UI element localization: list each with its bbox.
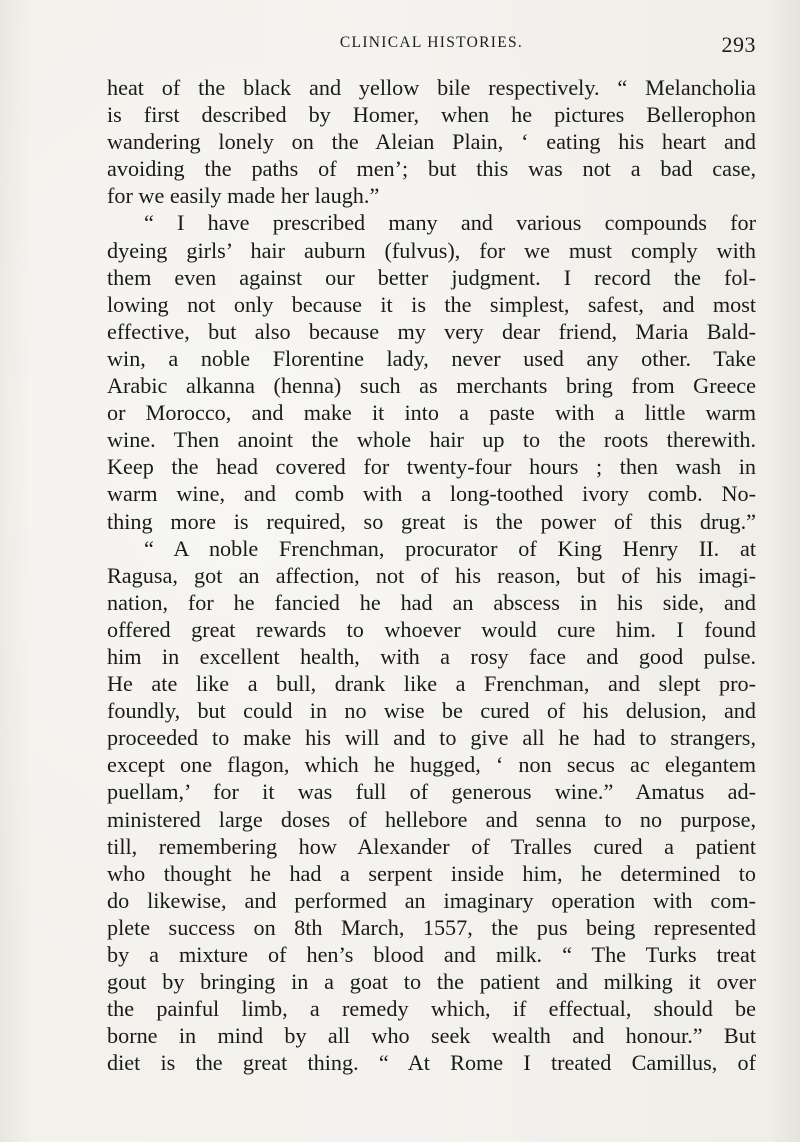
text-line: nation, for he fancied he had an abscess in his side, and: [107, 589, 756, 615]
text-line: the painful limb, a remedy which, if effectual, should be: [107, 996, 756, 1022]
text-line: Ragusa, got an affection, not of his reason, but of his imagi-: [107, 562, 756, 588]
text-line: warm wine, and comb with a long-toothed ivory comb. No-: [107, 481, 756, 507]
text-line: win, a noble Florentine lady, never used any other. Take: [107, 345, 756, 371]
text-line: avoiding the paths of men’; but this was not a bad case,: [107, 156, 756, 182]
text-line: gout by bringing in a goat to the patient and milking it over: [107, 969, 756, 995]
text-line: by a mixture of hen’s blood and milk. “ The Turks treat: [107, 942, 756, 967]
text-line: Arabic alkanna (henna) such as merchants bring from Greece: [107, 373, 756, 399]
body-text: [107, 74, 756, 1076]
text-line: “ I have prescribed many and various compounds for: [144, 210, 756, 236]
text-line: do likewise, and performed an imaginary operation with com-: [107, 887, 756, 913]
text-line: puellam,’ for it was full of generous wine.” Amatus ad-: [107, 779, 756, 805]
text-line: him in excellent health, with a rosy face and good pulse.: [107, 643, 756, 669]
text-line: ministered large doses of hellebore and senna to no purpose,: [107, 806, 756, 832]
text-line: thing more is required, so great is the power of this drug.”: [107, 508, 756, 534]
text-line: lowing not only because it is the simplest, safest, and most: [107, 291, 756, 317]
text-line: effective, but also because my very dear friend, Maria Bald-: [107, 318, 756, 344]
text-line: for we easily made her laugh.”: [107, 183, 380, 209]
text-line: or Morocco, and make it into a paste with a little warm: [107, 400, 756, 426]
text-line: diet is the great thing. “ At Rome I treated Camillus, of: [107, 1050, 756, 1076]
text-line: offered great rewards to whoever would cure him. I found: [107, 616, 756, 642]
text-line: He ate like a bull, drank like a Frenchman, and slept pro-: [107, 671, 756, 697]
running-head: [107, 31, 756, 61]
text-line: them even against our better judgment. I record the fol-: [107, 264, 756, 290]
text-line: proceeded to make his will and to give all he had to strangers,: [107, 725, 756, 751]
text-line: who thought he had a serpent inside him, he determined to: [107, 860, 756, 886]
text-line: heat of the black and yellow bile respectively. “ Melancholia: [107, 75, 756, 100]
running-title: CLINICAL HISTORIES.: [339, 34, 524, 51]
page-number: 293: [721, 32, 756, 57]
text-line: till, remembering how Alexander of Tralles cured a patient: [107, 833, 756, 859]
text-line: “ A noble Frenchman, procurator of King Henry II. at: [144, 535, 756, 561]
text-line: is first described by Homer, when he pictures Bellerophon: [107, 102, 756, 128]
text-line: wine. Then anoint the whole hair up to the roots therewith.: [107, 427, 756, 453]
text-line: plete success on 8th March, 1557, the pus being represented: [107, 914, 756, 940]
text-line: wandering lonely on the Aleian Plain, ‘ eating his heart and: [107, 129, 756, 155]
text-line: except one flagon, which he hugged, ‘ non secus ac elegantem: [107, 752, 756, 778]
text-line: borne in mind by all who seek wealth and honour.” But: [107, 1023, 756, 1049]
text-line: Keep the head covered for twenty-four hours ; then wash in: [107, 454, 756, 480]
text-line: foundly, but could in no wise be cured of his delusion, and: [107, 698, 756, 724]
text-line: dyeing girls’ hair auburn (fulvus), for we must comply with: [107, 237, 756, 263]
